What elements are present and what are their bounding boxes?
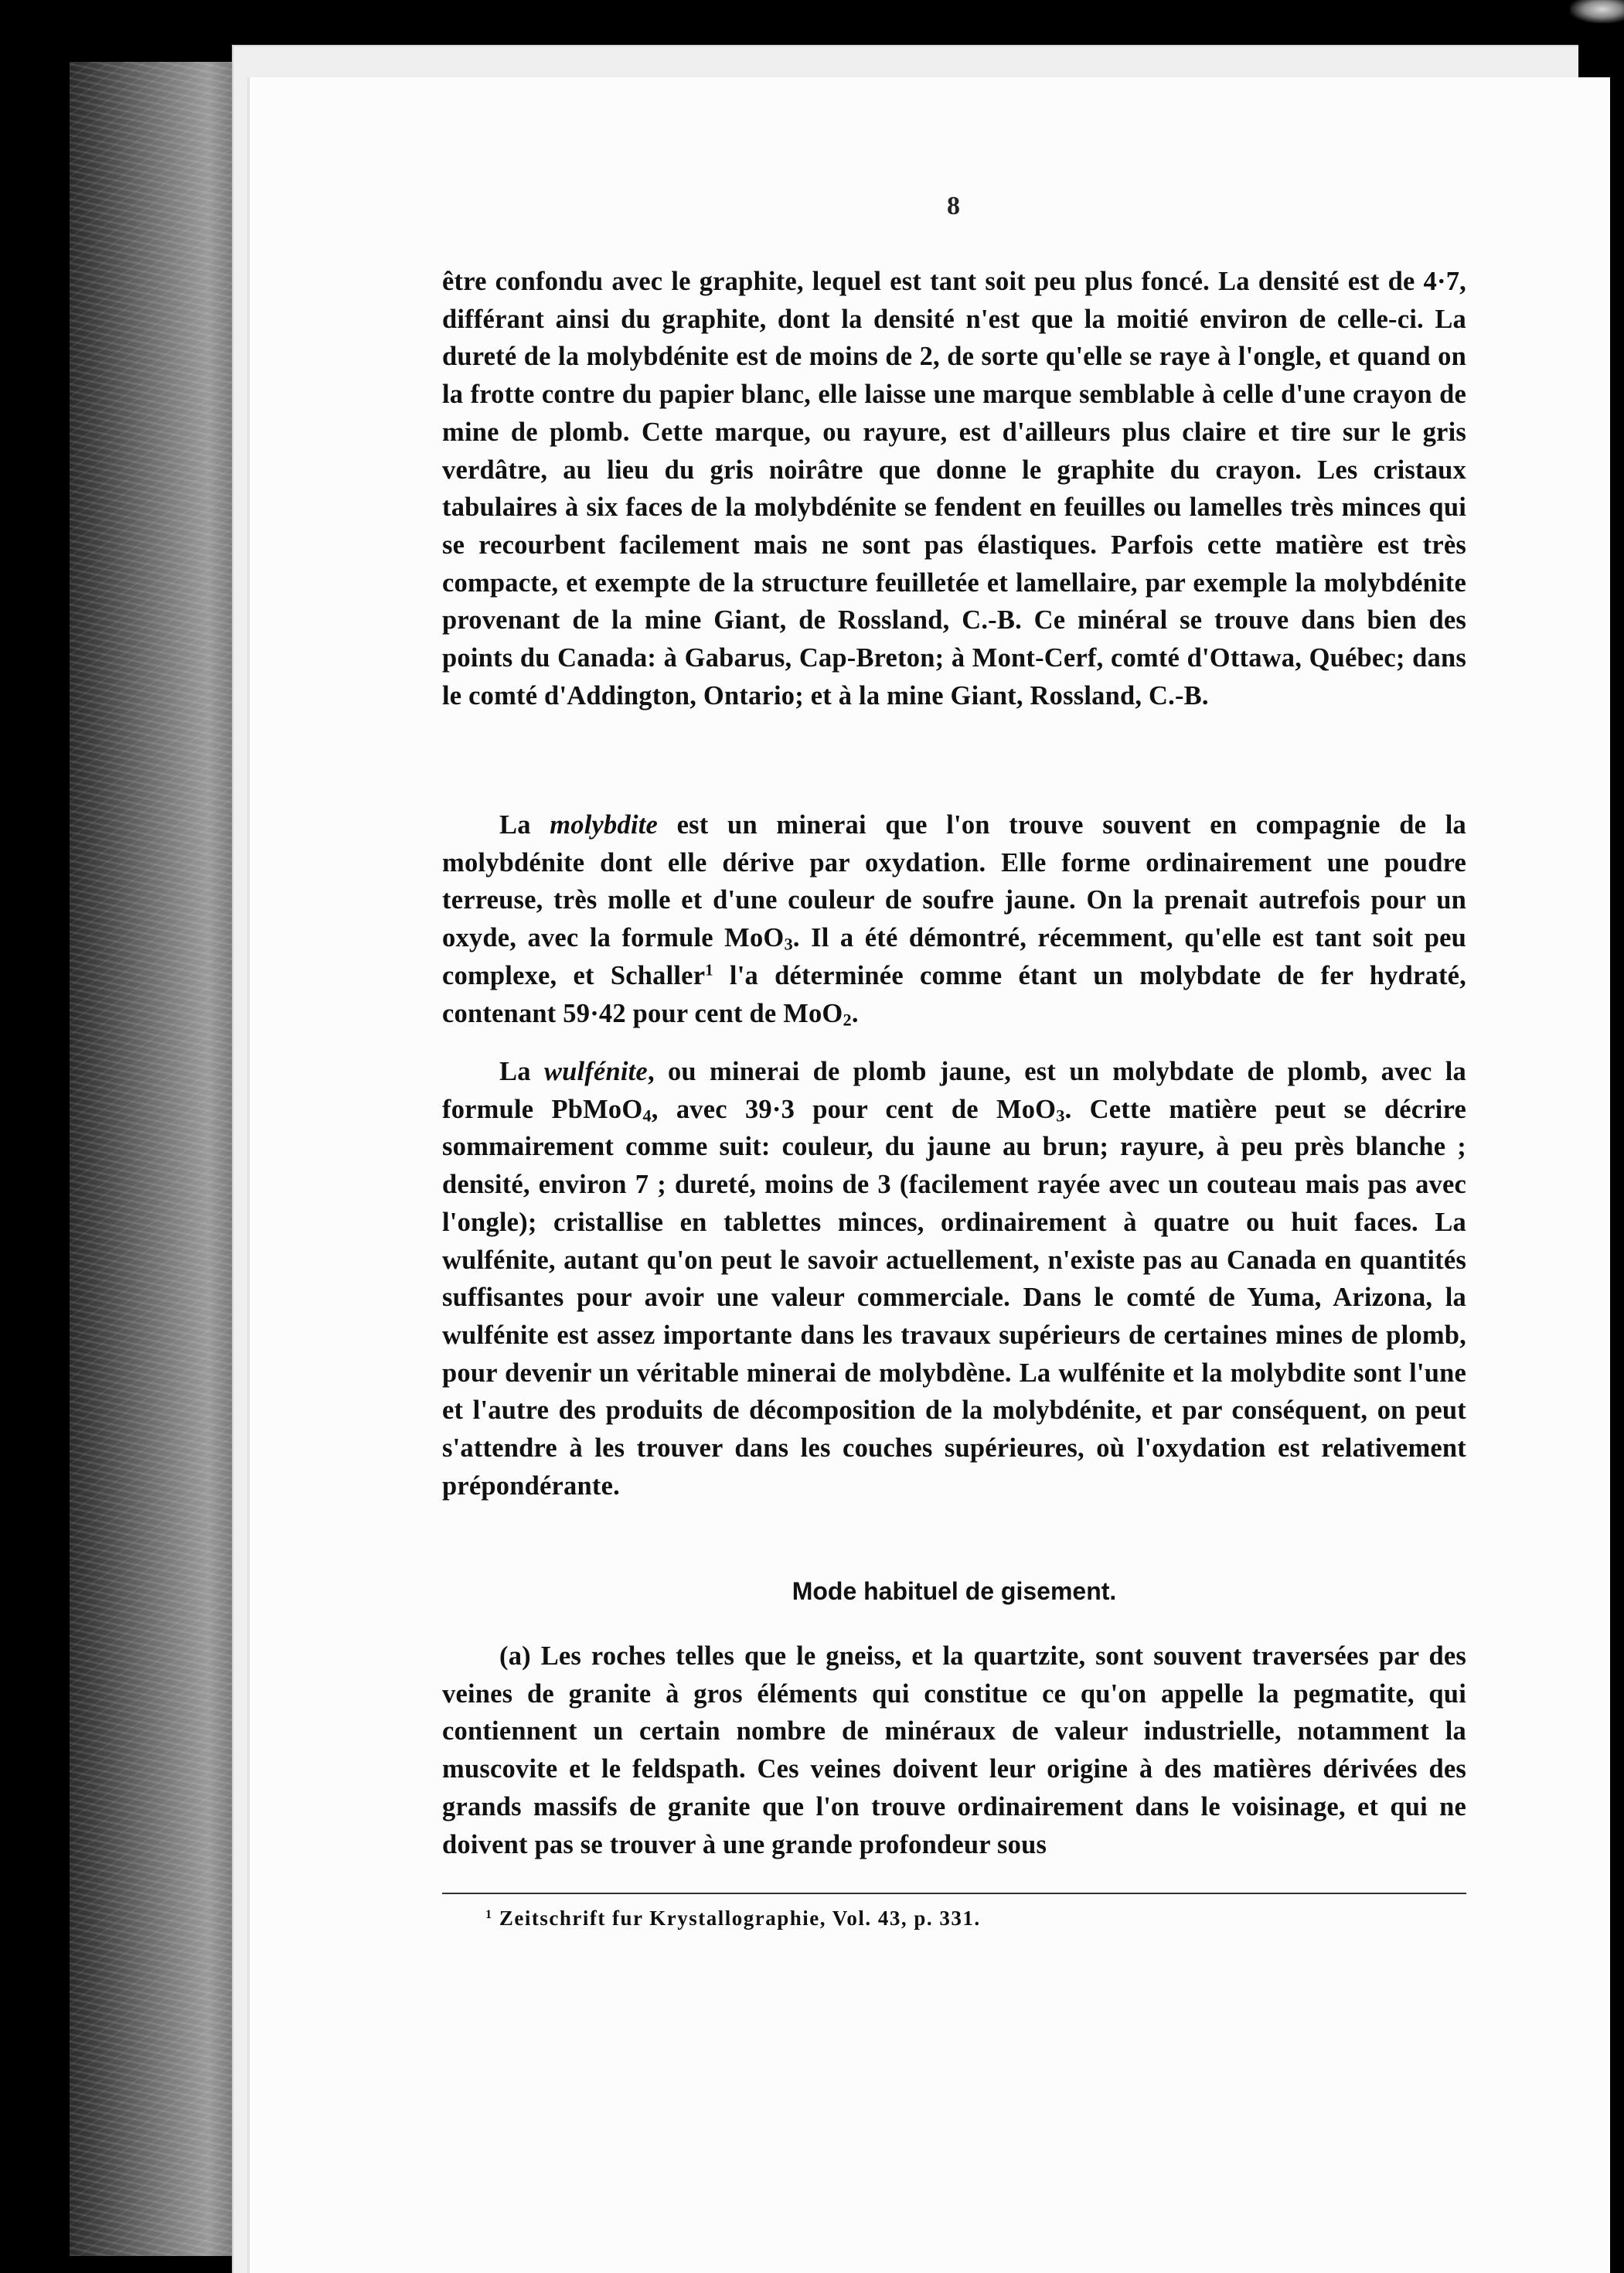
formula-subscript: 4	[642, 1106, 652, 1126]
mineral-name: molybdite	[550, 810, 659, 840]
paragraph-text: Les roches telles que le gneiss, et la quartzite, sont souvent traversées par des veines de granite à gros éléments qui constitue ce qu'on appelle la pegmatite, qui contiennent un certain nombre de minéraux de valeur industrielle, notamment la muscovite et le feldspath. Ces veines doivent leur origine à des matières dérivées des grands massifs de granite que l'on trouve ordinairement dans le voisinage, et qui ne doivent pas se trouver à une grande profondeur sous	[442, 1641, 1466, 1859]
paragraph-text: , ou minerai de plomb jaune, est un molybdate de plomb, avec la formule PbMoO	[442, 1057, 1466, 1124]
paragraph-molybdite	[442, 806, 1466, 1032]
paragraph-body	[442, 1053, 1466, 1505]
paragraph-text: .	[851, 998, 859, 1028]
paragraph-molybdenite-properties	[442, 263, 1466, 714]
mineral-name: wulfénite	[543, 1057, 648, 1086]
scanner-shadow-margin	[70, 62, 255, 2256]
paragraph-text: . Il a été démontré, récemment, qu'elle est tant soit peu complexe, et Schaller	[442, 923, 1467, 990]
paragraph-wulfenite	[442, 1053, 1466, 1505]
page-number: 8	[947, 192, 960, 220]
footnote	[485, 1907, 981, 1931]
list-label: (a)	[499, 1641, 531, 1671]
formula-subscript: 2	[843, 1010, 852, 1029]
formula-subscript: 3	[784, 934, 793, 954]
section-heading: Mode habituel de gisement.	[792, 1577, 1117, 1605]
footnote-divider	[442, 1893, 1466, 1894]
footnote-reference: 1	[705, 962, 713, 980]
scanner-corner-artifact	[1570, 0, 1624, 23]
paragraph-text: être confondu avec le graphite, lequel est tant soit peu plus foncé. La densité est de 4·7, différant ainsi du graphite, dont la densité n'est que la moitié environ de celle-ci. La dureté de la molybdénite est de moins de 2, de sorte qu'elle se raye à l'ongle, et quand on la frotte contre du papier blanc, elle laisse une marque semblable à celle d'une crayon de mine de plomb. Cette marque, ou rayure, est d'ailleurs plus claire et tire sur le gris verdâtre, au lieu du gris noirâtre que donne le graphite du crayon. Les cristaux tabulaires à six faces de la molybdénite se fendent en feuilles ou lamelles très minces qui se recourbent facilement mais ne sont pas élastiques. Parfois cette matière est très compacte, et exempte de la structure feuilletée et lamellaire, par exemple la molybdénite provenant de la mine Giant, de Rossland, C.-B. Ce minéral se trouve dans bien des points du Canada: à Gabarus, Cap-Breton; à Mont-Cerf, comté d'Ottawa, Québec; dans le comté d'Addington, Ontario; et à la mine Giant, Rossland, C.-B.	[442, 267, 1466, 711]
paragraph-lead: La	[499, 810, 550, 840]
paragraph-deposit-mode-a	[442, 1637, 1466, 1863]
footnote-marker: 1	[485, 1907, 493, 1922]
paragraph-body	[442, 1637, 1466, 1863]
paragraph-text: l'a déterminée comme étant un molybdate de fer hydraté, contenant 59·42 pour cent de MoO	[442, 960, 1466, 1028]
paragraph-text: . Cette matière peut se décrire sommairement comme suit: couleur, du jaune au brun; rayure, à peu près blanche ; densité, environ 7 ; dureté, moins de 3 (facilement rayée avec un couteau mais pas avec l'ongle); cristallise en tablettes minces, ordinairement à quatre ou huit faces. La wulfénite, autant qu'on peut le savoir actuellement, n'existe pas au Canada en quantités suffisantes pour avoir une valeur commerciale. Dans le comté de Yuma, Arizona, la wulfénite est assez importante dans les travaux supérieurs de certaines mines de plomb, pour devenir un véritable minerai de molybdène. La wulfénite et la molybdite sont l'une et l'autre des produits de décomposition de la molybdénite, et par conséquent, on peut s'attendre à les trouver dans les couches supérieures, où l'oxydation est relativement prépondérante.	[442, 1094, 1466, 1501]
footnote-text: Zeitschrift fur Krystallographie, Vol. 43, p. 331.	[492, 1907, 981, 1930]
paragraph-lead: La	[499, 1057, 544, 1086]
paragraph-body	[442, 806, 1466, 1032]
paragraph-text: , avec 39·3 pour cent de MoO	[651, 1094, 1057, 1124]
paragraph-text: est un minerai que l'on trouve souvent en compagnie de la molybdénite dont elle dérive par oxydation. Elle forme ordinairement une poudre terreuse, très molle et d'une couleur de soufre jaune. On la prenait autrefois pour un oxyde, avec la formule MoO	[442, 810, 1466, 953]
formula-subscript: 3	[1056, 1106, 1065, 1126]
